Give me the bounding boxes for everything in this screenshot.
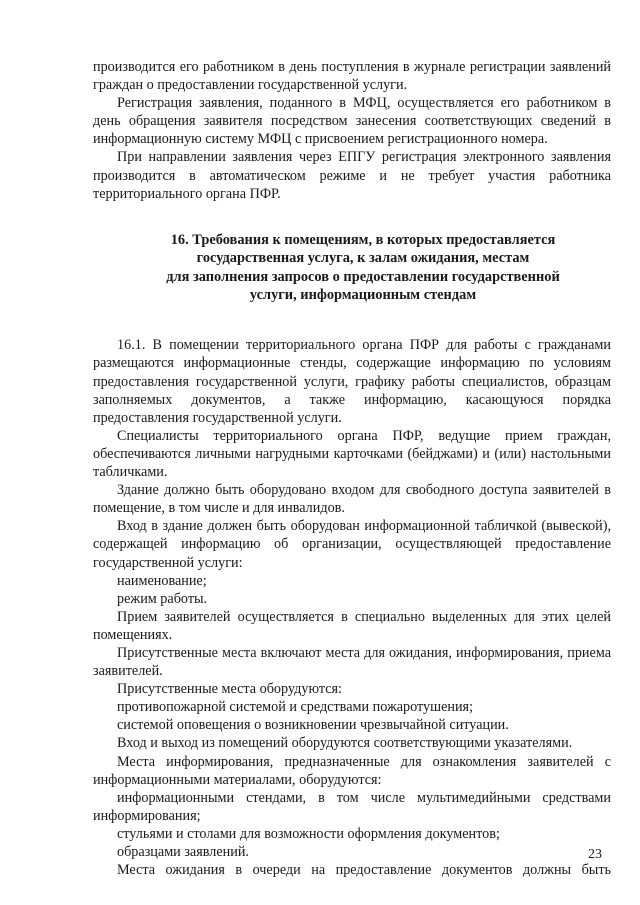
paragraph: Вход в здание должен быть оборудован информационной табличкой (вывеской), содержащей информацию об организации, осуществляющей предоставление государственной услуги: <box>93 518 611 571</box>
paragraph: Вход и выход из помещений оборудуются соответствующими указателями. <box>117 735 573 752</box>
list-item: информационными стендами, в том числе мультимедийными средствами информирования; <box>93 789 611 824</box>
document-page <box>93 58 611 879</box>
list-item: режим работы. <box>117 590 208 607</box>
section-heading-line: услуги, информационным стендам <box>249 286 477 303</box>
list-item: системой оповещения о возникновении чрезвычайной ситуации. <box>117 717 509 734</box>
section-heading-line: государственная услуга, к залам ожидания, местам <box>196 250 530 267</box>
paragraph: Присутственные места оборудуются: <box>117 681 342 698</box>
list-item: стульями и столами для возможности оформления документов; <box>117 825 500 842</box>
section-heading-line: для заполнения запросов о предоставлении государственной <box>166 268 560 285</box>
paragraph: Специалисты территориального органа ПФР, ведущие прием граждан, обеспечиваются личными нагрудными карточками (бейджами) и (или) настольными табличками. <box>93 427 611 481</box>
paragraph: При направлении заявления через ЕПГУ регистрация электронного заявления производится в автоматическом режиме и не требует участия работника территориального органа ПФР. <box>93 149 611 202</box>
paragraph: Присутственные места включают места для ожидания, информирования, приема заявителей. <box>93 644 611 680</box>
paragraph: Места ожидания в очереди на предоставление документов должны быть <box>117 862 611 879</box>
paragraph: производится его работником в день поступления в журнале регистрации заявлений граждан о предоставлении государственной услуги. <box>93 59 611 94</box>
list-item: наименование; <box>117 572 207 589</box>
paragraph: Регистрация заявления, поданного в МФЦ, осуществляется его работником в день обращения заявителя посредством занесения соответствующих сведений в информационную систему МФЦ с присвоением регистрационного номера. <box>93 95 611 148</box>
page-number: 23 <box>588 847 602 862</box>
paragraph: 16.1. В помещении территориального органа ПФР для работы с гражданами размещаются информационные стенды, содержащие информацию по условиям предоставления государственной услуги, графику работы специалистов, образцам заполняемых документов, а также информацию, касающуюся порядка предоставления государственной услуги. <box>93 337 611 426</box>
list-item: образцами заявлений. <box>117 844 249 860</box>
paragraph: Места информирования, предназначенные для ознакомления заявителей с информационными материалами, оборудуются: <box>93 753 611 788</box>
list-item: противопожарной системой и средствами пожаротушения; <box>117 699 474 716</box>
section-heading <box>93 231 611 305</box>
section-heading-line: 16. Требования к помещениям, в которых предоставляется <box>170 231 556 248</box>
paragraph: Здание должно быть оборудовано входом для свободного доступа заявителей в помещение, в том числе и для инвалидов. <box>93 482 611 517</box>
paragraph: Прием заявителей осуществляется в специально выделенных для этих целей помещениях. <box>93 608 611 643</box>
